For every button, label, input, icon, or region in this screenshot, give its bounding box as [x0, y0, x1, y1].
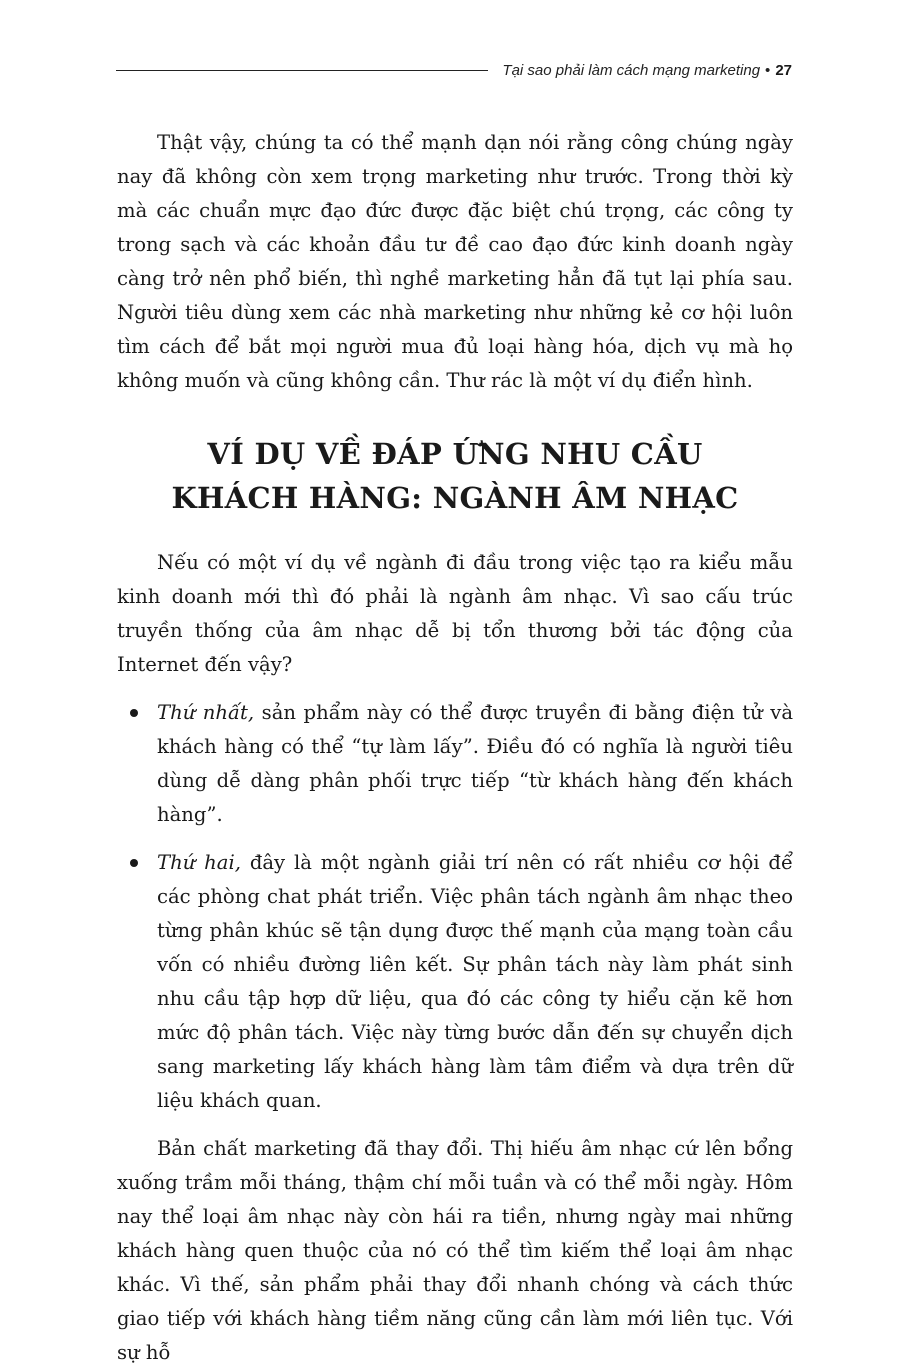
- bullet-icon: [130, 859, 138, 867]
- bullet-lead: Thứ nhất,: [157, 701, 255, 724]
- list-item: [117, 846, 793, 1118]
- bullet-icon: [130, 709, 138, 717]
- page-number: 27: [775, 62, 792, 79]
- paragraph-music-industry: Nếu có một ví dụ về ngành đi đầu trong việc tạo ra kiểu mẫu kinh doanh mới thì đó phải là ngành âm nhạc. Vì sao cấu trúc truyền thống của âm nhạc dễ bị tổn thương bởi tác động của Internet đến vậy?: [117, 551, 793, 676]
- bullet-list: [117, 696, 793, 1118]
- header-separator: •: [765, 62, 771, 79]
- section-heading-line-1: VÍ DỤ VỀ ĐÁP ỨNG NHU CẦU: [207, 437, 703, 471]
- paragraph-marketing-changed: Bản chất marketing đã thay đổi. Thị hiếu âm nhạc cứ lên bổng xuống trầm mỗi tháng, thậm chí mỗi tuần và có thể mỗi ngày. Hôm nay thể loại âm nhạc này còn hái ra tiền, nhưng ngày mai những khách hàng quen thuộc của nó có thể tìm kiếm thể loại âm nhạc khác. Vì thế, sản phẩm phải thay đổi nhanh chóng và cách thức giao tiếp với khách hàng tiềm năng cũng cần làm mới liên tục. Với sự hỗ: [117, 1137, 793, 1364]
- paragraph-intro: Thật vậy, chúng ta có thể mạnh dạn nói rằng công chúng ngày nay đã không còn xem trọng marketing như trước. Trong thời kỳ mà các chuẩn mực đạo đức được đặc biệt chú trọng, các công ty trong sạch và các khoản đầu tư đề cao đạo đức kinh doanh ngày càng trở nên phổ biến, thì nghề marketing hẳn đã tụt lại phía sau. Người tiêu dùng xem các nhà marketing như những kẻ cơ hội luôn tìm cách để bắt mọi người mua đủ loại hàng hóa, dịch vụ mà họ không muốn và cũng không cần. Thư rác là một ví dụ điển hình.: [117, 131, 793, 392]
- section-heading: [117, 432, 793, 520]
- running-title: Tại sao phải làm cách mạng marketing: [502, 62, 761, 79]
- bullet-text: đây là một ngành giải trí nên có rất nhiều cơ hội để các phòng chat phát triển. Việc phân tách ngành âm nhạc theo từng phân khúc sẽ tận dụng được thế mạnh của mạng toàn cầu vốn có nhiều đường liên kết. Sự phân tách này làm phát sinh nhu cầu tập hợp dữ liệu, qua đó các công ty hiểu cặn kẽ hơn mức độ phân tách. Việc này từng bước dẫn đến sự chuyển dịch sang marketing lấy khách hàng làm tâm điểm và dựa trên dữ liệu khách quan.: [157, 851, 793, 1112]
- bullet-lead: Thứ hai,: [157, 851, 241, 874]
- body-text: [117, 126, 793, 1370]
- running-header: [116, 62, 792, 79]
- section-heading-line-2: KHÁCH HÀNG: NGÀNH ÂM NHẠC: [171, 481, 739, 515]
- header-rule: [116, 70, 488, 71]
- bullet-text: sản phẩm này có thể được truyền đi bằng điện tử và khách hàng có thể “tự làm lấy”. Điều đó có nghĩa là người tiêu dùng dễ dàng phân phối trực tiếp “từ khách hàng đến khách hàng”.: [157, 701, 794, 826]
- list-item: [117, 696, 793, 832]
